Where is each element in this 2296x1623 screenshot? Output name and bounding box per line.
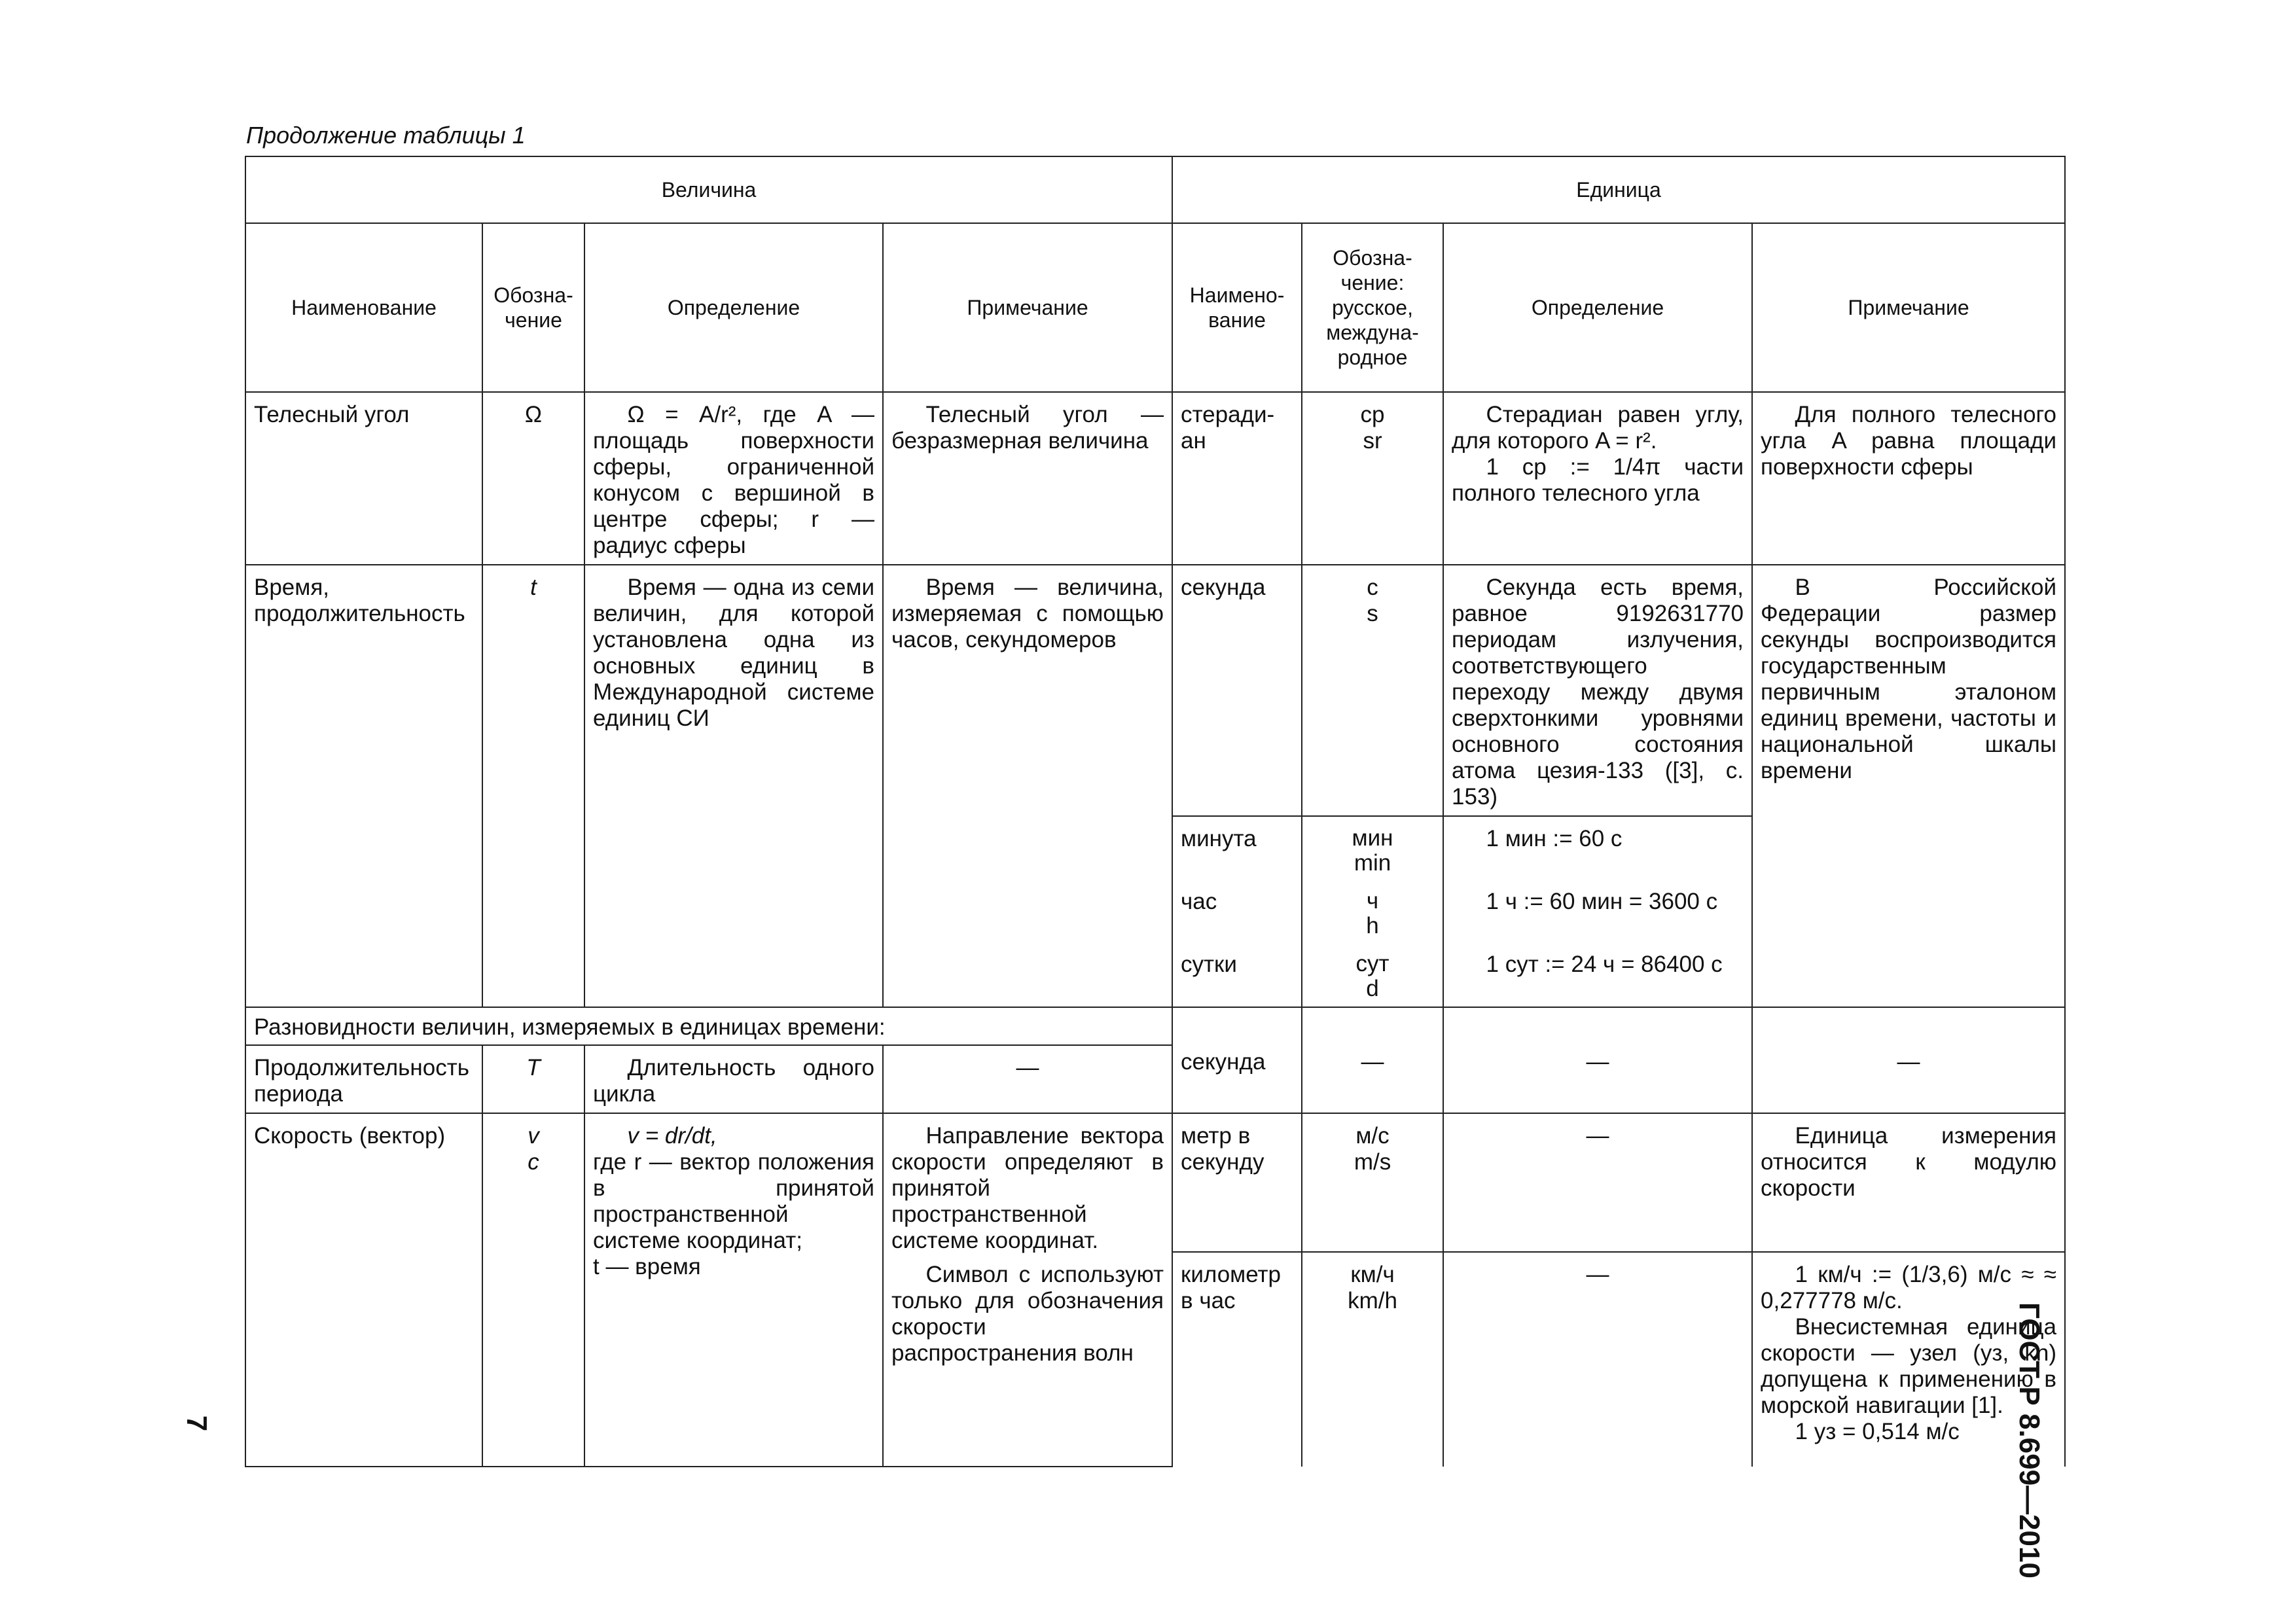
- unit-note: —: [1752, 1007, 2065, 1113]
- unit-definition-minute: 1 мин := 60 с: [1486, 826, 1623, 851]
- quantity-definition: Длительность одного цикла: [584, 1045, 883, 1113]
- unit-name: стеради- ан: [1172, 392, 1302, 565]
- quantity-note: [883, 1113, 1172, 1467]
- table-row-solid-angle: [245, 392, 2065, 565]
- quantity-definition-text-2: t — время: [593, 1254, 701, 1279]
- unit-name: километр в час: [1172, 1252, 1302, 1467]
- unit-note: Для полного телесного угла A равна площади поверхности сферы: [1752, 392, 2065, 565]
- unit-definition-text: Стерадиан равен углу, для которого A = r².: [1452, 402, 1744, 454]
- quantity-name: Скорость (вектор): [245, 1113, 482, 1467]
- col-header-u-symbol: Обозна- чение: русское, междуна- родное: [1302, 223, 1443, 392]
- header-quantity: Величина: [245, 156, 1172, 223]
- unit-name-minute: минута: [1181, 826, 1257, 851]
- unit-definition: Секунда есть время, равное 9192631770 периодам излучения, соответствующего переходу между двумя сверхтонкими уровнями основного состояния атома цезия-133 ([3], с. 153): [1443, 565, 1752, 816]
- unit-symbol: с s: [1302, 565, 1443, 816]
- quantity-symbol: t: [482, 565, 584, 1007]
- table-row-time: [245, 565, 2065, 816]
- quantity-definition-formula: v = dr/dt,: [627, 1123, 717, 1149]
- unit-symbol: м/с m/s: [1302, 1113, 1443, 1252]
- col-header-u-name: Наимено- вание: [1172, 223, 1302, 392]
- unit-name: секунда: [1172, 1007, 1302, 1113]
- quantity-name: Продолжительность периода: [245, 1045, 482, 1113]
- unit-definition: —: [1443, 1252, 1752, 1467]
- unit-definition: —: [1443, 1113, 1752, 1252]
- unit-name: секунда: [1172, 565, 1302, 816]
- col-header-u-definition: Определение: [1443, 223, 1752, 392]
- unit-definition-group: [1443, 816, 1752, 1007]
- col-header-q-note: Примечание: [883, 223, 1172, 392]
- quantity-definition: Ω = A/r², где A — площадь поверхности сферы, ограниченной конусом с вершиной в центре сферы; r — радиус сферы: [584, 392, 883, 565]
- quantity-note: Время — величина, измеряемая с помощью часов, секундомеров: [883, 565, 1172, 1007]
- unit-note-text-3: 1 уз = 0,514 м/с: [1795, 1419, 1960, 1444]
- unit-definition-hour: 1 ч := 60 мин = 3600 с: [1486, 889, 1718, 914]
- unit-name: метр в секунду: [1172, 1113, 1302, 1252]
- quantity-name: Телесный угол: [245, 392, 482, 565]
- unit-symbol-group: [1302, 816, 1443, 1007]
- unit-name-day: сутки: [1181, 952, 1237, 977]
- varieties-label: Разновидности величин, измеряемых в единицах времени:: [245, 1007, 1172, 1045]
- header-unit: Единица: [1172, 156, 2065, 223]
- unit-note-text: 1 км/ч := (1/3,6) м/с ≈ ≈ 0,277778 м/с.: [1761, 1262, 2057, 1313]
- unit-symbol-minute: мин min: [1352, 825, 1393, 876]
- quantity-note: —: [883, 1045, 1172, 1113]
- unit-definition: —: [1443, 1007, 1752, 1113]
- quantity-definition-text: где r — вектор положения в принятой пространственной системе координат;: [593, 1149, 874, 1253]
- col-header-q-name: Наименование: [245, 223, 482, 392]
- quantity-definition: [584, 1113, 883, 1467]
- unit-name-hour: час: [1181, 889, 1217, 914]
- unit-definition-text-2: 1 ср := 1/4π части полного телесного угла: [1452, 454, 1744, 506]
- unit-note-text-2: Внесистемная единица скорости — узел (уз, kn) допущена к применению в морской навигации [1].: [1761, 1314, 2057, 1418]
- quantity-definition: Время — одна из семи величин, для которой установлена одна из основных единиц в Международной системе единиц СИ: [584, 565, 883, 1007]
- col-header-q-definition: Определение: [584, 223, 883, 392]
- quantity-note: Телесный угол — безразмерная величина: [883, 392, 1172, 565]
- unit-symbol-day: сут d: [1355, 951, 1390, 1001]
- header-row-top: [245, 156, 2065, 223]
- quantity-note-text-2: Символ c используют только для обозначения скорости распространения волн: [891, 1262, 1164, 1366]
- page-number: 7: [181, 1415, 213, 1432]
- table-row-velocity: [245, 1113, 2065, 1252]
- unit-symbol: ср sr: [1302, 392, 1443, 565]
- header-row-columns: [245, 223, 2065, 392]
- quantity-note-text: Направление вектора скорости определяют в принятой пространственной системе координат.: [891, 1123, 1164, 1253]
- quantity-symbol: T: [482, 1045, 584, 1113]
- unit-symbol: —: [1302, 1007, 1443, 1113]
- unit-symbol: км/ч km/h: [1302, 1252, 1443, 1467]
- col-header-q-symbol: Обозна- чение: [482, 223, 584, 392]
- unit-name-group: [1172, 816, 1302, 1007]
- quantities-table: [245, 156, 2066, 1467]
- table-row-varieties: [245, 1007, 2065, 1045]
- quantity-symbol: v c: [482, 1113, 584, 1467]
- unit-note: В Российской Федерации размер секунды воспроизводится государственным первичным эталоном единиц времени, частоты и национальной шкалы времени: [1752, 565, 2065, 1007]
- quantity-name: Время, продолжительность: [245, 565, 482, 1007]
- unit-symbol-hour: ч h: [1366, 888, 1379, 938]
- unit-definition-day: 1 сут := 24 ч = 86400 с: [1486, 952, 1723, 977]
- col-header-u-note: Примечание: [1752, 223, 2065, 392]
- unit-definition: [1443, 392, 1752, 565]
- unit-note: Единица измерения относится к модулю скорости: [1752, 1113, 2065, 1252]
- running-header: ГОСТ Р 8.699—2010: [2013, 1302, 2045, 1578]
- table-caption: Продолжение таблицы 1: [246, 122, 526, 149]
- quantity-symbol: Ω: [482, 392, 584, 565]
